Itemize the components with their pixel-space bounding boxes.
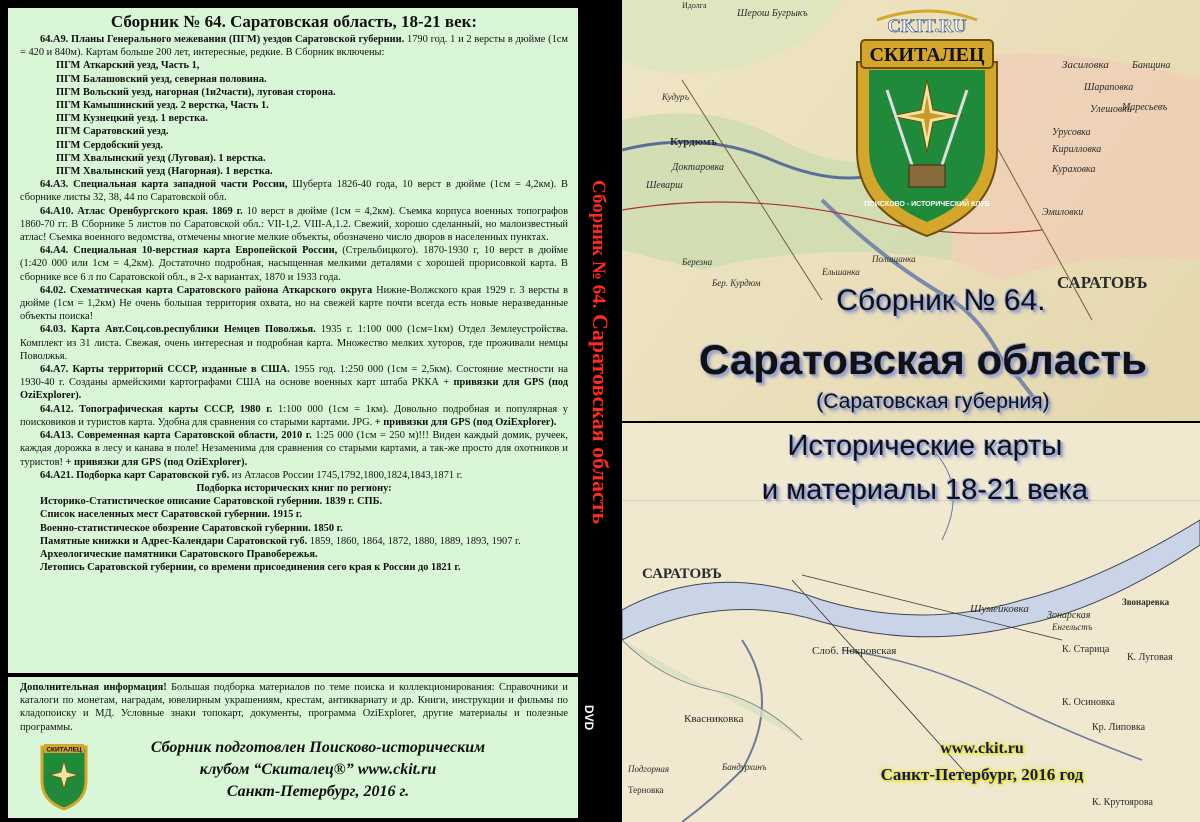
book-title: Военно-статистическое обозрение Саратовской губернии. 1850 г. bbox=[40, 522, 343, 534]
entry-gps: привязки для GPS (под OziExplorer). bbox=[20, 377, 568, 402]
entry-text: Нижне-Волжского края 1929 г. 3 версты в дюйме (1см = 1,2км) Не очень большая территория охвата, но на свежей карте почти всегда есть новые неразведанные объекты поиска! bbox=[20, 284, 568, 323]
map-label: Енгельстъ bbox=[1052, 622, 1093, 632]
map-label: Зонарская bbox=[1047, 610, 1091, 621]
book-title: Памятные книжки и Адрес-Календари Саратовской губ. bbox=[40, 535, 308, 547]
back-title: Сборник № 64. Саратовская область, 18-21 век: bbox=[110, 12, 478, 31]
book-item bbox=[20, 522, 568, 535]
entry-title: 64.А10. Атлас Оренбургского края. 1869 г. bbox=[40, 205, 243, 217]
credit-block bbox=[108, 737, 528, 803]
book-item bbox=[20, 535, 568, 548]
entry-gps: + привязки для GPS (под OziExplorer). bbox=[374, 416, 557, 428]
map-label: К. Луговая bbox=[1127, 652, 1173, 663]
map-label: Курдюмъ bbox=[670, 136, 717, 148]
entry-title: 64.А13. Современная карта Саратовской области, 2010 г. bbox=[40, 430, 312, 442]
entry bbox=[20, 205, 568, 245]
entry-text: Шуберта 1826-40 года, 10 верст в дюйме (1см = 4,2км). В сборнике листы 32, 38, 44 по Саратовской обл. bbox=[20, 179, 568, 204]
map-label: Кураховка bbox=[1052, 164, 1096, 175]
entry-text: 1:100 000 (1см = 1км). Довольно подробная и популярная у поисковиков и туристов карта. Удобна для сравнения со старыми картами. JPG. bbox=[20, 403, 568, 428]
map-label: К. Старица bbox=[1062, 644, 1110, 655]
map-label: Засиловка bbox=[1062, 59, 1109, 71]
entry-text: 1790 год. 1 и 2 версты в дюйме (1см = 420 и 840м). Картам больше 200 лет, интересные, редкие. В Сборник включены: bbox=[20, 34, 568, 59]
pgm-item: ПГМ Вольский уезд, нагорная (1и2части), луговая сторона. bbox=[56, 86, 336, 98]
map-label: Квасниковка bbox=[684, 713, 744, 725]
pgm-item: ПГМ Хвалынский уезд (Луговая). 1 верстка. bbox=[56, 152, 266, 164]
map-label: Полищанка bbox=[872, 254, 916, 264]
entry-text: (Стрельбицкого). 1870-1930 г, 10 верст в дюйме (1:420 000 или 1см = 4,2км). Достаточно подробная, насыщенная мелкими деталями с хорошей прорисовкой карта. В сборнике все 6 л по Саратовской обл., в 2-х вариантах, 1870 и 1933 года. bbox=[20, 245, 568, 283]
spine bbox=[578, 0, 622, 822]
spine-title-number: Сборник № 64. bbox=[588, 180, 609, 309]
map-label: К. Крутоярова bbox=[1092, 797, 1153, 808]
entry-title: 64.02. Схематическая карта Саратовского района Аткарского округа bbox=[40, 284, 373, 296]
map-label-saratov-2: САРАТОВЪ bbox=[642, 566, 722, 582]
entry-title: 64.А3. Специальная карта западной части России, bbox=[40, 179, 288, 191]
small-logo-text: СКИТАЛЕЦ bbox=[46, 746, 82, 754]
extra-info-text: Большая подборка материалов по теме поиска и коллекционирования: Справочники и каталоги по монетам, наградам, ювелирным украшениям, крестам, антиквариату и др. Книги, инструкции и фильмы по кладопоиску и МД. Условные знаки топокарт, документы, программа OziExplorer, другие материалы и полезные программы. bbox=[20, 682, 568, 733]
map-label: Маресьевъ bbox=[1122, 102, 1168, 113]
map-label: Урусовка bbox=[1052, 127, 1091, 138]
entry bbox=[20, 284, 568, 324]
emblem-ring-text: ПОИСКОВО - ИСТОРИЧЕСКИЙ КЛУБ bbox=[864, 201, 990, 208]
entry bbox=[20, 403, 568, 429]
entry-pgm bbox=[20, 33, 568, 59]
spine-title bbox=[586, 180, 612, 524]
books-heading: Подборка исторических книг по региону: bbox=[196, 482, 392, 494]
map-label: Березна bbox=[682, 257, 713, 267]
club-emblem bbox=[847, 0, 1007, 238]
map-label: Кр. Липовка bbox=[1092, 722, 1146, 733]
map-label: Ельшанка bbox=[822, 267, 860, 277]
book-title: Список населенных мест Саратовской губернии. 1915 г. bbox=[40, 509, 303, 521]
book-title: Летопись Саратовской губернии, со времени присоединения сего края к России до 1821 г. bbox=[40, 562, 461, 574]
map-label: Слоб. Покровская bbox=[812, 645, 897, 657]
map-label: Терновка bbox=[628, 785, 664, 795]
front-city-year: Санкт-Петербург, 2016 год bbox=[880, 765, 1084, 784]
map-label: Банщина bbox=[1132, 60, 1171, 71]
extra-info bbox=[20, 677, 568, 734]
map-label: Кирилловка bbox=[1052, 144, 1102, 155]
collection-number: Сборник № 64. bbox=[836, 284, 1046, 317]
entry-text: 1935 г. 1:100 000 (1см=1км) Отдел Землеустройства. Комплект из 31 листа. Свежая, очень интересная и подробная карта. Множество мелких хуторов, где проживали немцы Поволжья. bbox=[20, 324, 569, 362]
book-item bbox=[20, 561, 568, 574]
entry-title: 64.А21. Подборка карт Саратовской губ. bbox=[40, 469, 230, 481]
entry bbox=[20, 244, 568, 284]
map-label: Шеварш bbox=[646, 180, 683, 191]
pgm-item: ПГМ Камышинский уезд. 2 верстка, Часть 1. bbox=[56, 100, 269, 112]
entry-text: из Атласов России 1745,1792,1800,1824,1843,1871 г. bbox=[229, 469, 463, 481]
extra-info-title: Дополнительная информация! bbox=[20, 682, 167, 693]
entry-title: 64.А9. Планы Генерального межевания (ПГМ) уездов Саратовской губернии. bbox=[40, 34, 405, 45]
map-label: Идолга bbox=[682, 1, 707, 10]
back-bottom-panel bbox=[8, 677, 578, 818]
entry-title: 64.А4. Специальная 10-верстная карта Европейской России, bbox=[40, 245, 338, 257]
entry-gps: + привязки для GPS (под OziExplorer). bbox=[65, 456, 248, 468]
entry bbox=[20, 363, 568, 403]
entry bbox=[20, 429, 568, 469]
map-label: Бер. Курдюм bbox=[712, 278, 761, 288]
front-cover bbox=[622, 0, 1200, 822]
historical-title-line2: и материалы 18-21 века bbox=[762, 474, 1088, 506]
map-label: Эмиловки bbox=[1042, 207, 1084, 218]
region-subtitle: (Саратовская губерния) bbox=[816, 390, 1050, 413]
entry bbox=[20, 469, 568, 482]
credit-line: клубом “Скиталец®” www.ckit.ru bbox=[199, 761, 437, 778]
map-label: Шараповка bbox=[1084, 82, 1134, 93]
pgm-item: ПГМ Сердобский уезд. bbox=[56, 139, 163, 151]
map-label: Доктаровка bbox=[672, 162, 725, 173]
entry-title: 64.А12. Топографическая карты СССР, 1980 г. bbox=[40, 403, 273, 415]
map-label: Шумейковка bbox=[970, 603, 1029, 615]
map-label: Бандурхинъ bbox=[722, 762, 767, 772]
back-cover-contents bbox=[8, 8, 578, 673]
entry-title: 64.А7. Карты территорий СССР, изданные в США. bbox=[40, 364, 290, 376]
book-item bbox=[20, 495, 568, 508]
pgm-item: ПГМ Аткарский уезд, Часть 1, bbox=[56, 60, 200, 72]
pgm-item: ПГМ Хвалынский уезд (Нагорная). 1 верстка. bbox=[56, 166, 273, 178]
credit-line: Сборник подготовлен Поисково-историческим bbox=[150, 739, 486, 756]
entry-text: 1955 год. 1:250 000 (1см = 2,5км). Состояние местности на 1930-40 г. Созданы армейскими картографами США на основе военных карт штаба РККА + bbox=[20, 364, 569, 389]
club-logo-small bbox=[38, 741, 90, 811]
pgm-item: ПГМ Кузнецкий уезд. 1 верстка. bbox=[56, 113, 208, 125]
book-title: Историко-Статистическое описание Саратовской губернии. 1839 г. СПБ. bbox=[40, 496, 383, 508]
emblem-name: СКИТАЛЕЦ bbox=[869, 44, 985, 66]
region-title: Саратовская область bbox=[699, 336, 1147, 383]
map-label: Кудуръ bbox=[662, 92, 690, 102]
map-label: Звонаревка bbox=[1122, 597, 1170, 607]
pgm-item: ПГМ Балашовский уезд, северная половина. bbox=[56, 73, 267, 85]
map-label-saratov: САРАТОВЪ bbox=[1057, 273, 1148, 292]
map-label: Шерош Бугрыкъ bbox=[737, 8, 808, 19]
entry bbox=[20, 178, 568, 204]
spine-dvd-label: DVD bbox=[582, 705, 596, 731]
map-label: Подгорная bbox=[628, 764, 670, 774]
back-cover bbox=[0, 0, 578, 822]
historical-title-line1: Исторические карты bbox=[787, 430, 1063, 462]
map-label: Улешовки bbox=[1090, 104, 1132, 115]
book-years: 1859, 1860, 1864, 1872, 1880, 1889, 1893, 1907 г. bbox=[307, 535, 521, 547]
entry-text: 10 верст в дюйме (1см = 4,2км). Съемка корпуса военных топографов 1860-70 гг. В Сборнике 5 листов по Саратовской обл.: VII-1,2. VIII-A,1.2. Свежий, хорошо сделанный, но малоизвестный атлас! Съемка военного ведомства, отмечены многие мелкие объекты, обозначено число дворов в населенных пунктах. bbox=[20, 205, 568, 244]
book-item bbox=[20, 548, 568, 561]
front-url: www.ckit.ru bbox=[940, 740, 1024, 757]
book-item bbox=[20, 508, 568, 521]
emblem-url: CKIT.RU bbox=[887, 16, 967, 37]
book-title: Археологические памятники Саратовского Правобережья. bbox=[40, 548, 318, 560]
entry bbox=[20, 323, 568, 363]
credit-line: Санкт-Петербург, 2016 г. bbox=[226, 783, 410, 800]
entry-title: 64.03. Карта Авт.Соц.сов.республики Немцев Поволжья. bbox=[40, 324, 316, 336]
entry-text: 1:25 000 (1см = 250 м)!!! Виден каждый домик, ручеек, каждая дорожка в лесу и канава в поле! Незаменима для сравнения со старыми картами, а так-же просто для охотников и туристов! bbox=[20, 430, 568, 468]
map-label: К. Осиновка bbox=[1062, 697, 1115, 708]
spine-title-region: Саратовская область bbox=[588, 308, 613, 525]
pgm-item: ПГМ Саратовский уезд. bbox=[56, 126, 169, 138]
